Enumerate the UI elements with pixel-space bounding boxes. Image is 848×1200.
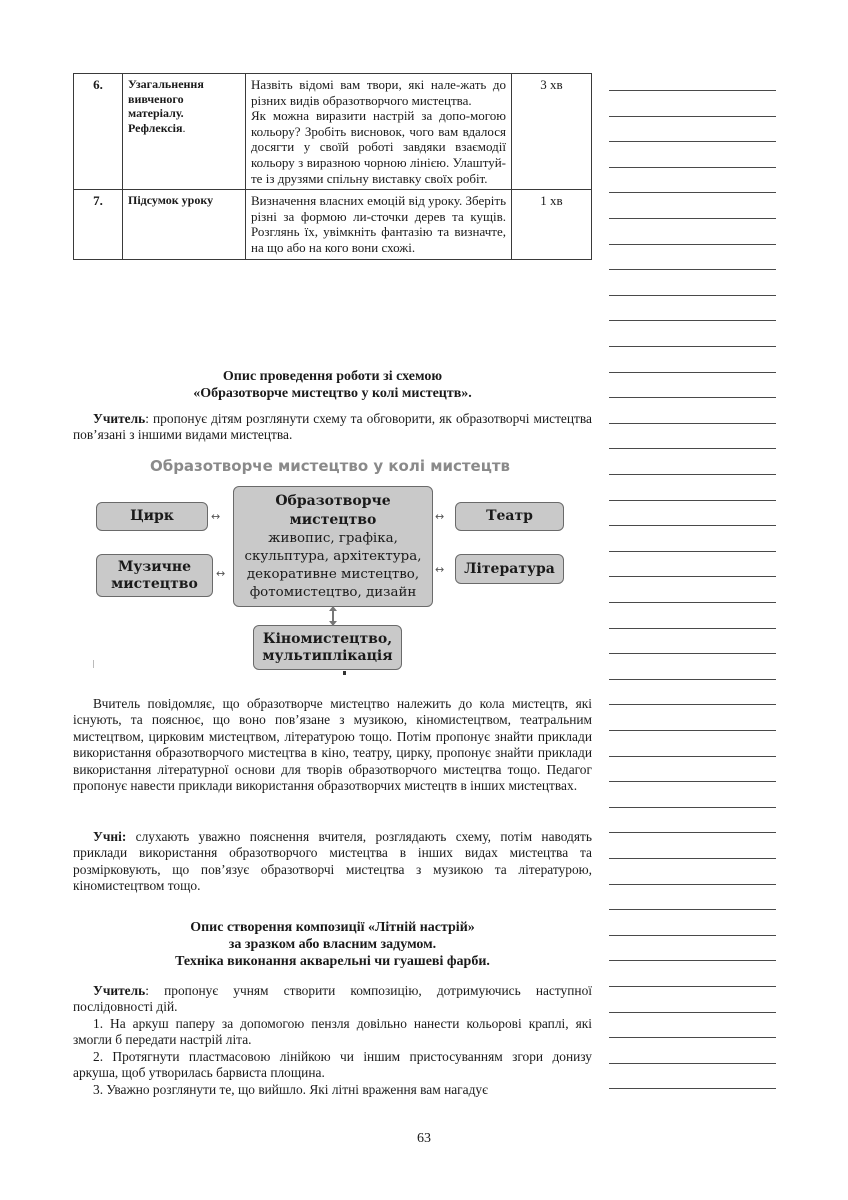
note-line [609,397,776,398]
step-text: 1. На аркуш паперу за допомогою пензля довільно нанести кольорові краплі, які змогли б передати настрій літа. [73,1016,592,1048]
box-label: Література [464,560,555,577]
note-line [609,858,776,859]
note-line [609,986,776,987]
heading-line: Опис проведення роботи зі схемою [222,369,443,384]
note-line [609,1037,776,1038]
step-paragraph [73,1016,592,1049]
teacher-label: Учитель [93,411,146,426]
note-line [609,781,776,782]
box-label: мистецтво [111,575,198,592]
pupils-label: Учні: [93,829,127,844]
page-number: 63 [417,1131,431,1146]
box-subtitle: декоративне мистецтво, [246,566,420,582]
body-paragraph [73,696,592,794]
row-desc-para: Як можна виразити настрій за допо-могою кольору? Зробіть висновок, чого вам вдалося досягти у своїй роботі завдяки взаємодії кольору з виразною чорною лінією. Улаштуй-те із друзями спільну виставку своїх робіт. [251,108,506,186]
margin-note-lines [609,90,776,1100]
note-line [609,704,776,705]
note-line [609,909,776,910]
heading-line: Опис створення композиції «Літній настрій» [190,920,475,935]
scheme-box-cinema [253,625,402,670]
row-stage [123,74,246,190]
note-line [609,628,776,629]
teacher-text: : пропонує учням створити композицію, дотримуючись наступної послідовності дій. [73,983,592,1015]
scheme-box-circus [96,502,208,531]
table-row [74,190,592,259]
scheme-box-literature [455,554,564,584]
row-stage-tail: . [182,120,186,135]
box-subtitle: фотомистецтво, дизайн [249,584,417,600]
note-line [609,730,776,731]
box-label: Театр [486,508,533,524]
row-number: 7. [74,190,123,259]
pupils-text: слухають уважно пояснення вчителя, розглядають схему, потім наводять приклади використання образотворчого мистецтва в інших видах мистецтва та розмірковують, що пов’язує образотворчі мистецтва з музикою та літературою, кіномистецтвом тощо. [73,829,592,894]
note-line [609,116,776,117]
table-row [74,74,592,190]
note-line [609,244,776,245]
section-heading-scheme [73,368,592,402]
row-stage-bold: Узагальнення вивченого матеріалу. Рефлексія [128,77,204,135]
pupils-paragraph [73,829,592,895]
teacher-paragraph [73,411,592,444]
row-stage-bold: Підсумок уроку [128,193,214,208]
teacher-label: Учитель [93,983,146,998]
note-line [609,320,776,321]
note-line [609,576,776,577]
box-subtitle: живопис, графіка, [268,530,398,546]
box-subtitle: скульптура, архітектура, [244,548,422,564]
note-line [609,346,776,347]
note-line [609,1088,776,1089]
heading-line: Техніка виконання акварельні чи гуашеві фарби. [175,954,490,969]
note-line [609,935,776,936]
scheme-box-fine-arts [233,486,433,607]
note-line [609,500,776,501]
step-paragraph [73,1049,592,1082]
box-label: мультиплікація [262,647,393,664]
row-description [246,74,512,190]
note-line [609,1012,776,1013]
note-line [609,167,776,168]
body-text: Вчитель повідомляє, що образотворче мистецтво належить до кола мистецтв, які існують, та пояснює, що воно пов’язане з музикою, кіномистецтвом, театральним мистецтвом, цирковим мистецтвом, літературою тощо. Потім пропонує знайти приклади використання образотворчого мистецтва в кіно, театру, цирку, пропонує знайти приклади використання літературної основи для творів образотворчого мистецтва тощо. Педагог пропонує навести приклади використання образотворчих мистецтв в інших мистецтвах. [73,696,592,794]
scheme-title: Образотворче мистецтво у колі мистецтв [149,457,511,475]
row-time: 1 хв [512,190,592,259]
heading-line: за зразком або власним задумом. [228,937,437,952]
vertical-arrow-icon [332,607,334,625]
step-paragraph [73,1082,592,1098]
note-line [609,679,776,680]
note-line [609,653,776,654]
scheme-box-theatre [455,502,564,531]
double-arrow-icon: ↔ [216,567,226,580]
step-text: 2. Протягнути пластмасовою лінійкою чи іншим пристосуванням згори донизу аркуша, щоб утворилась барвиста площина. [73,1049,592,1081]
row-time: 3 хв [512,74,592,190]
note-line [609,372,776,373]
note-line [609,551,776,552]
box-title: Образотворче [275,492,391,509]
box-title: мистецтво [289,511,377,528]
row-stage [123,190,246,259]
note-line [609,756,776,757]
scheme-box-music [96,554,213,597]
note-line [609,602,776,603]
note-line [609,218,776,219]
double-arrow-icon: ↔ [211,510,221,523]
arts-circle-scheme [93,456,573,678]
note-line [609,1063,776,1064]
note-line [609,90,776,91]
scan-mark [343,671,346,675]
note-line [609,295,776,296]
double-arrow-icon: ↔ [435,510,445,523]
row-desc-para: Назвіть відомі вам твори, які нале-жать до різних видів образотворчого мистецтва. [251,77,506,108]
box-label: Музичне [117,558,192,575]
note-line [609,960,776,961]
teacher-text: : пропонує дітям розглянути схему та обговорити, як образотворчі мистецтва пов’язані з іншими видами мистецтва. [73,411,592,443]
row-description [246,190,512,259]
note-line [609,448,776,449]
step-text: 3. Уважно розглянути те, що вийшло. Які літні враження вам нагадує [93,1082,488,1097]
note-line [609,141,776,142]
box-label: Цирк [130,508,174,524]
row-desc-para: Визначення власних емоцій від уроку. Зберіть різні за формою ли-сточки дерев та кущів. Розглянь їх, увімкніть фантазію та визначте, на що або на кого вони схожі. [251,193,506,255]
row-number: 6. [74,74,123,190]
note-line [609,192,776,193]
note-line [609,807,776,808]
note-line [609,832,776,833]
note-line [609,474,776,475]
box-label: Кіномистецтво, [262,630,393,647]
note-line [609,884,776,885]
note-line [609,423,776,424]
lesson-table [73,73,592,260]
scan-mark [93,660,94,668]
heading-line: «Образотворче мистецтво у колі мистецтв». [193,386,472,401]
double-arrow-icon: ↔ [435,563,445,576]
teacher-paragraph [73,983,592,1016]
note-line [609,269,776,270]
section-heading-composition [73,919,592,970]
note-line [609,525,776,526]
